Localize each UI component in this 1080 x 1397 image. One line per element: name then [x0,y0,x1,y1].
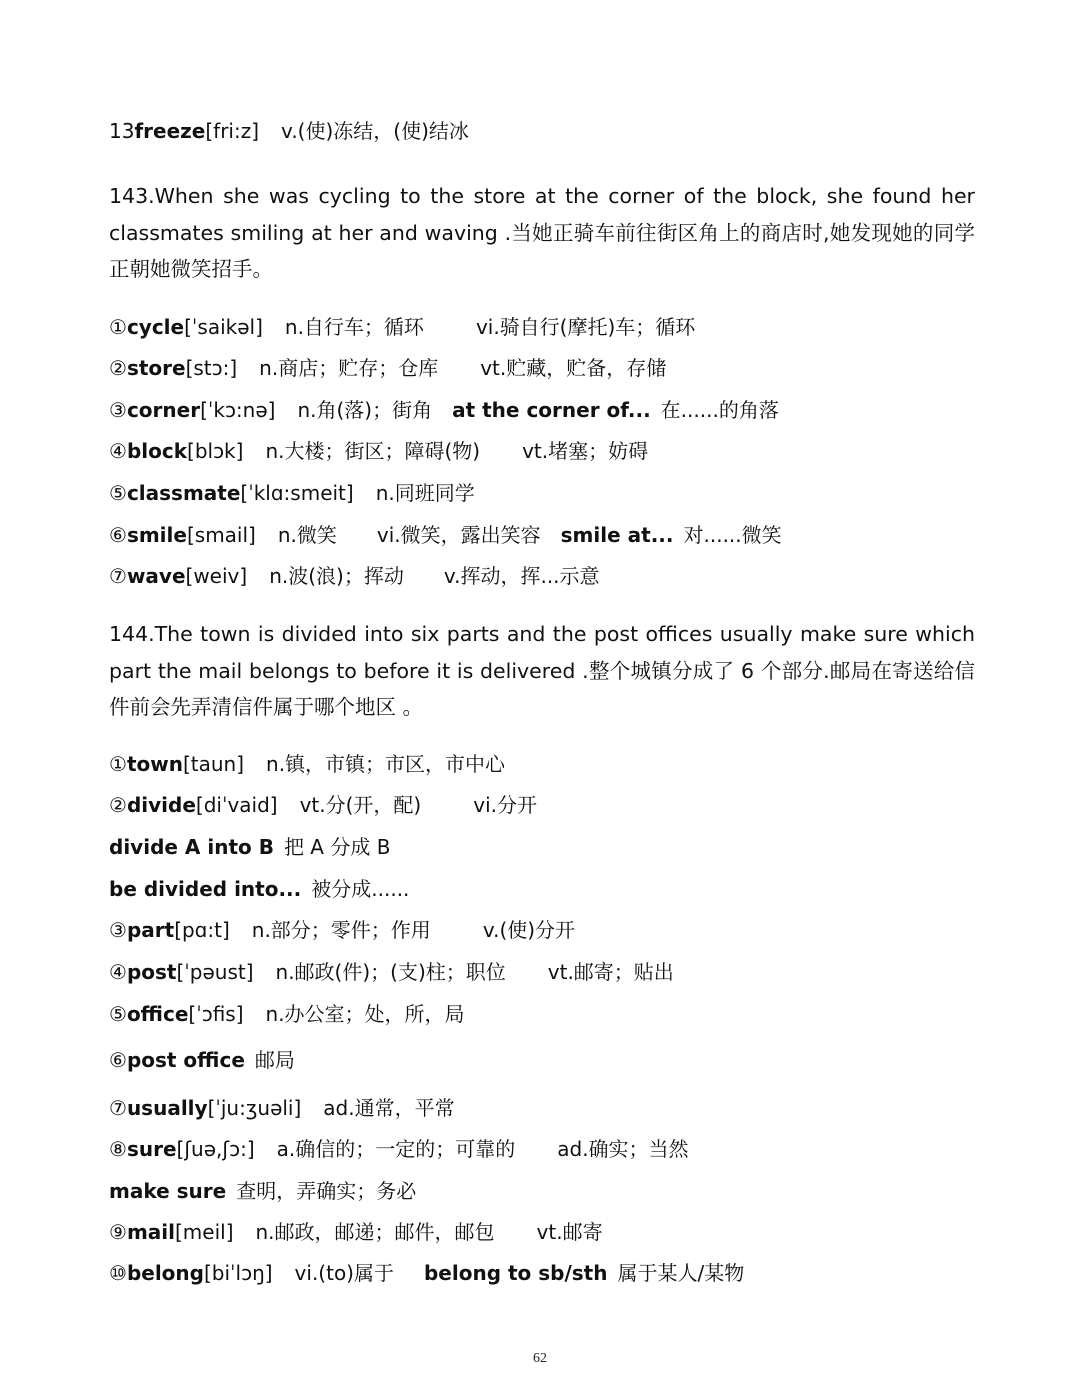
entry-phrase: at the corner of... [452,398,651,422]
entry-definition: n.同班同学 [375,481,475,505]
entry-ipa: [ʃuə,ʃɔ:] [176,1137,255,1161]
entry-definition-2: vt.贮藏，贮备，存储 [480,356,667,380]
entry-word: part [126,918,175,942]
entry-definition: n.邮政(件)；(支)柱；职位 [275,960,506,984]
entry-marker: ⑥ [109,1048,127,1072]
entry-marker: ⑦ [109,1096,127,1120]
vocab-entry-usually [109,1094,455,1122]
vocab-entry-divide [109,791,537,819]
entry-ipa: [ˈju:ʒuəli] [207,1096,302,1120]
entry-marker: ⑨ [109,1220,127,1244]
vocab-entry-town [109,750,505,778]
entry-definition-2: vt.堵塞；妨碍 [522,439,649,463]
entry-definition: n.大楼；街区；障碍(物) [265,439,481,463]
entry-marker: ② [109,356,127,380]
entry-marker: ⑤ [109,1002,127,1026]
entry-definition: n.镇，市镇；市区，市中心 [266,752,506,776]
entry-word: mail [126,1220,175,1244]
entry-phrase-definition: 把 A 分成 B [283,835,391,859]
entry-marker: ⑥ [109,523,127,547]
entry-definition-2: vt.邮寄；贴出 [547,960,674,984]
vocab-entry-freeze [109,117,469,145]
entry-word: post [126,960,177,984]
entry-phrase-definition: 对......微笑 [683,523,782,547]
vocab-entry-post-office [109,1046,295,1074]
entry-definition: n.微笑 [277,523,337,547]
entry-phrase-definition: 属于某人/某物 [617,1261,745,1285]
vocab-entry-wave [109,562,600,590]
entry-ipa: [pɑ:t] [174,918,230,942]
entry-ipa: [ˈklɑ:smeit] [240,481,354,505]
phrase-divide-a-into-b [109,833,390,861]
entry-marker: ⑤ [109,481,127,505]
entry-definition: a.确信的；一定的；可靠的 [276,1137,516,1161]
vocab-entry-corner [109,396,779,424]
entry-ipa: [ˈkɔ:nə] [200,398,276,422]
entry-ipa: [ˈpəust] [176,960,254,984]
entry-word: sure [126,1137,177,1161]
entry-phrase-definition: 在......的角落 [660,398,779,422]
entry-word: usually [126,1096,208,1120]
entry-definition: n.角(落)；街角 [297,398,433,422]
entry-word: post office [126,1048,245,1072]
entry-definition: n.自行车；循环 [284,315,424,339]
vocab-entry-post [109,958,674,986]
entry-definition-2: ad.确实；当然 [557,1137,689,1161]
vocab-entry-classmate [109,479,475,507]
entry-ipa: [blɔk] [187,439,244,463]
entry-phrase: belong to sb/sth [423,1261,608,1285]
sentence-144: 144.The town is divided into six parts and the post offices usually make sure which part the mail belongs to before it is delivered .整个城镇分成了 6 个部分.邮局在寄送给信件前会先弄清信件属于哪个地区 。 [109,622,975,719]
entry-ipa: [stɔ:] [185,356,238,380]
entry-marker: ④ [109,439,127,463]
entry-definition: 邮局 [254,1048,295,1072]
entry-definition: n.办公室；处，所，局 [265,1002,465,1026]
entry-marker: ② [109,793,127,817]
entry-word: divide [126,793,196,817]
vocab-entry-office [109,1000,465,1028]
entry-marker: ① [109,315,127,339]
entry-word: block [126,439,188,463]
entry-word: cycle [126,315,185,339]
entry-definition-2: vi.分开 [473,793,537,817]
entry-word: classmate [126,481,241,505]
vocab-entry-store [109,354,666,382]
entry-phrase-definition: 被分成...... [311,877,410,901]
entry-word: smile [126,523,187,547]
vocab-entry-cycle [109,313,695,341]
entry-word: office [126,1002,189,1026]
entry-ipa: [taun] [182,752,245,776]
entry-definition-2: vi.微笑，露出笑容 [376,523,541,547]
entry-definition: n.邮政，邮递；邮件，邮包 [255,1220,495,1244]
entry-marker: ⑧ [109,1137,127,1161]
entry-marker: ③ [109,398,127,422]
entry-definition: n.商店；贮存；仓库 [259,356,439,380]
vocab-entry-sure [109,1135,689,1163]
entry-phrase: make sure [109,1179,227,1203]
entry-definition: vi.(to)属于 [294,1261,394,1285]
entry-definition: v.(使)冻结，(使)结冰 [281,119,469,143]
entry-definition: n.部分；零件；作用 [251,918,431,942]
entry-marker: ⑦ [109,564,127,588]
entry-definition-2: v.(使)分开 [482,918,576,942]
entry-marker: ④ [109,960,127,984]
entry-phrase-definition: 查明，弄确实；务必 [236,1179,417,1203]
entry-ipa: [diˈvaid] [195,793,278,817]
entry-word: wave [126,564,186,588]
vocab-entry-part [109,916,575,944]
phrase-make-sure [109,1177,416,1205]
vocab-entry-smile [109,521,782,549]
entry-phrase: smile at... [560,523,674,547]
entry-ipa: [smail] [186,523,256,547]
entry-word: belong [126,1261,204,1285]
entry-definition: n.波(浪)；挥动 [269,564,404,588]
entry-definition: vt.分(开，配) [299,793,422,817]
phrase-be-divided-into [109,875,409,903]
sentence-143: 143.When she was cycling to the store at the corner of the block, she found her classmates smiling at her and waving .当她正骑车前往街区角上的商店时,她发现她的同学正朝她微笑招手。 [109,184,975,281]
entry-ipa: [weiv] [185,564,248,588]
vocab-entry-belong [109,1259,744,1287]
entry-word: freeze [134,119,206,143]
entry-ipa: [meil] [174,1220,234,1244]
page-number: 62 [533,1351,547,1366]
entry-marker: ⑩ [109,1261,127,1285]
vocab-entry-mail [109,1218,603,1246]
entry-definition: ad.通常，平常 [323,1096,455,1120]
entry-ipa: [biˈlɔŋ] [203,1261,273,1285]
entry-marker: ③ [109,918,127,942]
entry-definition-2: vi.骑自行(摩托)车；循环 [475,315,696,339]
entry-ipa: [fri:z] [205,119,260,143]
entry-word: store [126,356,186,380]
vocab-entry-block [109,437,648,465]
entry-definition-2: v.挥动，挥...示意 [443,564,600,588]
entry-phrase: divide A into B [109,835,274,859]
entry-ipa: [ˈɔfis] [188,1002,244,1026]
entry-definition-2: vt.邮寄 [536,1220,603,1244]
entry-word: town [126,752,183,776]
entry-word: corner [126,398,201,422]
entry-phrase: be divided into... [109,877,302,901]
entry-ipa: [ˈsaikəl] [184,315,263,339]
entry-number: 13 [109,119,135,143]
entry-marker: ① [109,752,127,776]
